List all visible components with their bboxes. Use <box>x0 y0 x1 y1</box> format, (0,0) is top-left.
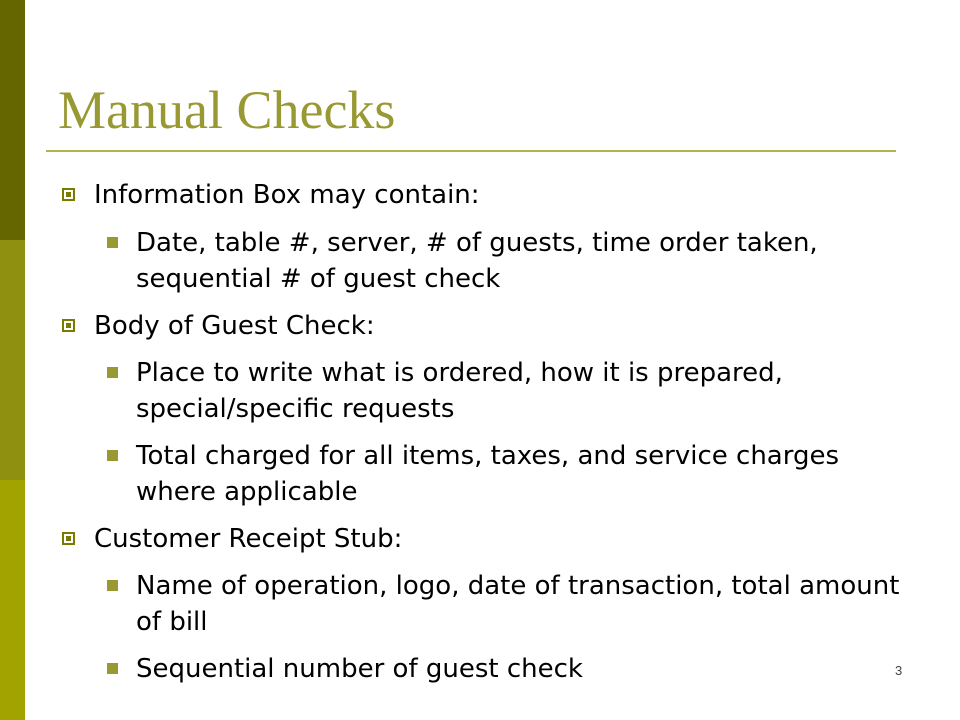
square-bullet-icon <box>62 319 75 332</box>
square-sub-bullet-icon <box>107 580 118 591</box>
bullet-text: Body of Guest Check: <box>94 311 375 341</box>
sub-bullet-text: Total charged for all items, taxes, and service charges where applicable <box>136 441 840 507</box>
sub-bullet-text: Place to write what is ordered, how it is prepared, special/specific requests <box>136 358 783 424</box>
square-sub-bullet-icon <box>107 663 118 674</box>
bullet-text: Customer Receipt Stub: <box>94 524 403 554</box>
sub-bullet-text: Date, table #, server, # of guests, time order taken, sequential # of guest check <box>136 228 818 294</box>
slide-title: Manual Checks <box>58 80 396 140</box>
square-sub-bullet-icon <box>107 367 118 378</box>
square-sub-bullet-icon <box>107 450 118 461</box>
square-sub-bullet-icon <box>107 237 118 248</box>
bullet-text: Information Box may contain: <box>94 180 480 210</box>
slide-number: 3 <box>895 663 903 678</box>
square-bullet-icon <box>62 532 75 545</box>
square-bullet-icon <box>62 188 75 201</box>
sub-bullet-text: Name of operation, logo, date of transaction, total amount of bill <box>136 571 900 637</box>
sub-bullet-text: Sequential number of guest check <box>136 654 583 684</box>
